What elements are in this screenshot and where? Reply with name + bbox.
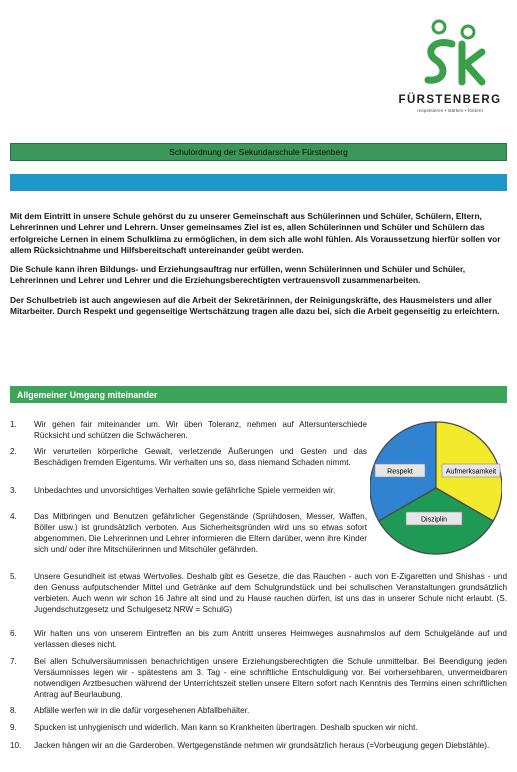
- rule-text: Wir gehen fair miteinander um. Wir üben Toleranz, nehmen auf Altersunterschiede Rücksicht und schützen die Schwächeren.: [34, 420, 367, 440]
- rule-number: 5.: [10, 572, 17, 581]
- rule-text: Abfälle werfen wir in die dafür vorgesehenen Abfallbehälter.: [34, 706, 250, 715]
- logo-figures-icon: [412, 18, 488, 94]
- logo-tagline: respektieren • stärken • fördern: [416, 109, 484, 114]
- rule-text: Wir halten uns von unserem Eintreffen an bis zum Antritt unseres Heimweges ausnahmslos auf dem Schulgelände auf und verlassen dieses nicht.: [34, 629, 507, 649]
- rule-text: Unsere Gesundheit ist etwas Wertvolles. Deshalb gibt es Gesetze, die das Rauchen - auch von E-Zigaretten und Shishas - und den Genuss aufputschender Mittel und Getränke auf dem Schulgrundstück und bei schulischen Veranstaltungen grundsätzlich verbieten. Auch wenn wir schon 16 Jahre alt sind und zu Hause rauchen dürfen, ist uns das in unserer Schule nicht erlaubt. (S. Jugendschutzgesetz und Schulgesetz NRW = SchulG): [34, 572, 507, 614]
- rule-text: Unbedachtes und unvorsichtiges Verhalten sowie gefährliche Spiele vermeiden wir.: [34, 486, 336, 495]
- rule-number: 4.: [10, 512, 17, 521]
- blue-divider-bar: [10, 174, 507, 191]
- section-heading: Allgemeiner Umgang miteinander: [10, 386, 507, 403]
- rule-number: 6.: [10, 629, 17, 638]
- rule-text: Wir verurteilen körperliche Gewalt, verletzende Äußerungen und Gesten und das Beschädigen fremden Eigentums. Wir verhalten uns so, dass niemand Schaden nimmt.: [34, 447, 367, 467]
- pie-label-aufmerksamkeit: Aufmerksamkeit: [445, 468, 497, 476]
- rule-number: 8.: [10, 706, 17, 715]
- rule-text: Spucken ist unhygienisch und widerlich. Man kann so Krankheiten übertragen. Deshalb spucken wir nicht.: [34, 723, 418, 732]
- rule-number: 3.: [10, 486, 17, 495]
- rule-number: 9.: [10, 723, 17, 732]
- pie-label-respekt: Respekt: [387, 468, 413, 476]
- rule-number: 2.: [10, 447, 17, 456]
- rule-text: Jacken hängen wir an die Garderoben. Wertgegenstände nehmen wir grundsätzlich heraus (=Vorbeugung gegen Diebstähle).: [34, 741, 490, 750]
- intro-paragraph: Mit dem Eintritt in unsere Schule gehörst du zu unserer Gemeinschaft aus Schülerinnen und Schüler, Schülern, Eltern, Lehrerinnen und Lehrer und Lehrern. Unser gemeinsames Ziel ist es, allen Schülerinnen und Schüler und Schülern das erfolgreiche Lernen in einem Schulklima zu ermöglichen, in dem sich alle wohl fühlen. Als Voraussetzung hierfür sollen vor allem Rücksichtnahme und Hilfsbereitschaft untereinander geübt werden.: [10, 211, 501, 255]
- rule-number: 1.: [10, 420, 17, 429]
- rule-number: 7.: [10, 657, 17, 666]
- document-title: Schulordnung der Sekundarschule Fürstenberg: [10, 143, 507, 161]
- intro-text: [10, 211, 507, 325]
- logo-text: FÜRSTENBERG: [398, 94, 502, 106]
- rule-text: Das Mitbringen und Benutzen gefährlicher Gegenstände (Sprühdosen, Messer, Waffen, Böller usw.) ist grundsätzlich verboten. Aus Sicherheitsgründen wird uns so etwas sofort abgenommen. Die Lehrerinnen und Lehrer informieren die Eltern darüber, wenn ihre Kinder sich und/ oder ihre Mitschülerinnen und Mitschüler gefährden.: [34, 512, 367, 554]
- intro-paragraph: Die Schule kann ihren Bildungs- und Erziehungsauftrag nur erfüllen, wenn Schülerinnen und Schüler und Schüler, Lehrerinnen und Lehrer und Lehrer und die Erziehungsberechtigten vertrauensvoll zusammenarbeiten.: [10, 264, 466, 286]
- rule-number: 10.: [10, 741, 22, 750]
- school-logo: [398, 18, 502, 128]
- rule-text: Bei allen Schulversäumnissen benachrichtigen unsere Erziehungsberechtigten die Schule unmittelbar. Bei Beendigung jeden Versäumnisses legen wir - spätestens am 3. Tag - eine schriftliche Entschuldigung vor. Bei vorhersehbaren, unvermeidbaren notwendigen Arztbesuchen während der Unterrichtszeit stellen unsere Eltern sofort nach Kenntnis des Termins einen schriftlichen Antrag auf Beurlaubung.: [34, 657, 507, 699]
- pie-label-disziplin: Disziplin: [420, 516, 448, 524]
- intro-paragraph: Der Schulbetrieb ist auch angewiesen auf die Arbeit der Sekretärinnen, der Reinigungskräfte, des Hausmeisters und aller Mitarbeiter. Durch Respekt und gegenseitige Wertschätzung tragen alle dazu bei, sich die Arbeit gegenseitig zu erleichtern.: [10, 294, 500, 317]
- values-pie-chart: [370, 418, 502, 558]
